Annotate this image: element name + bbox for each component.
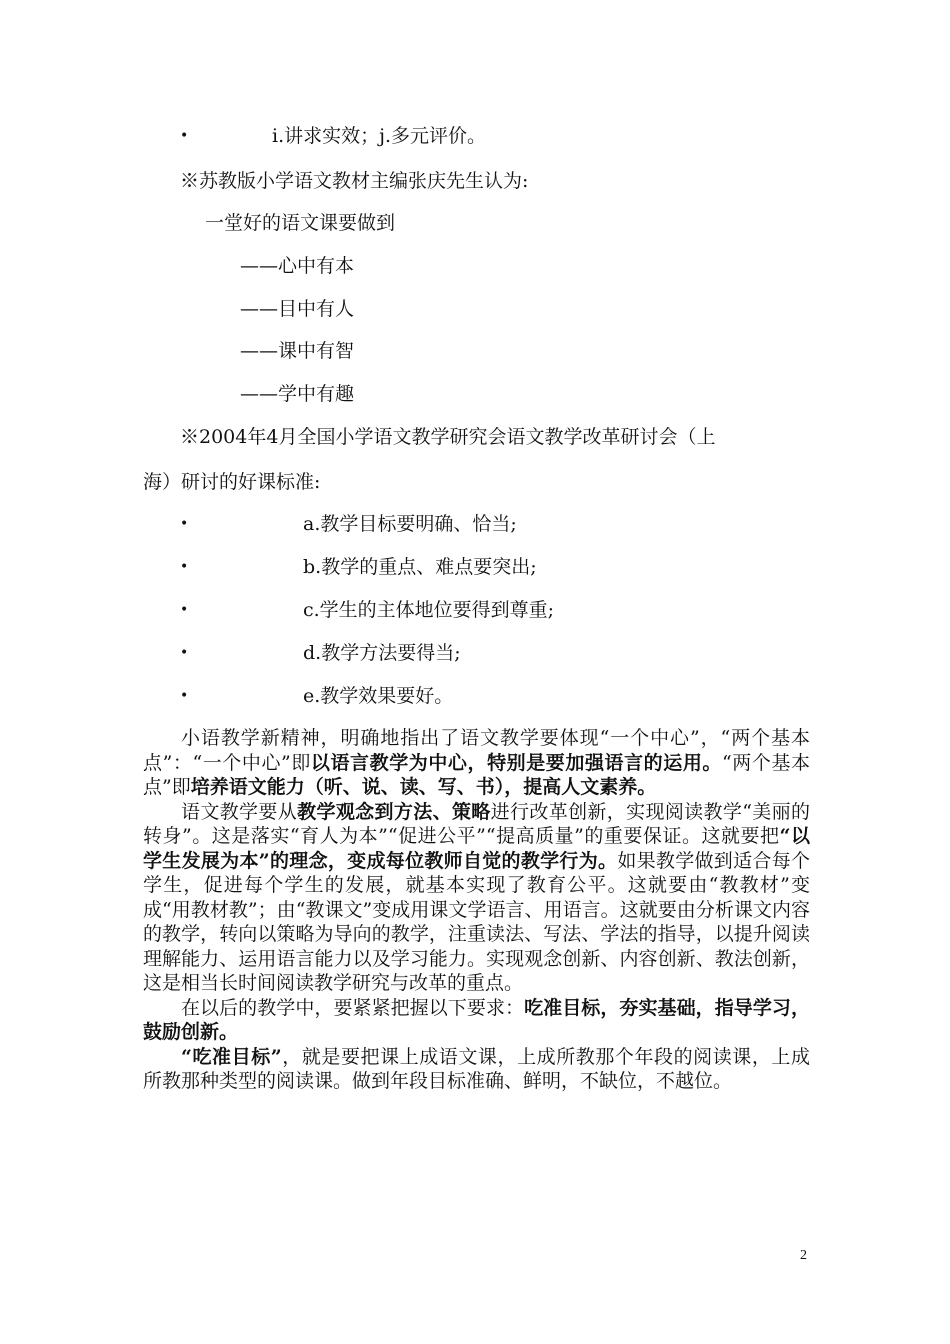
conference-heading: ※2004年4月全国小学语文教学研究会语文教学改革研讨会（上 (180, 426, 716, 448)
body-text (143, 726, 810, 1094)
zhang-point: ——课中有智 (240, 340, 355, 362)
zhang-point: ——目中有人 (240, 298, 355, 320)
bullet: • (180, 516, 189, 532)
bullet: • (180, 645, 189, 661)
paragraph-target: “吃准目标”，就是要把课上成语文课，上成所教那个年段的阅读课，上成所教那种类型的阅读课。做到年段目标准确、鲜明，不缺位，不越位。 (143, 1045, 810, 1092)
zhang-point: ——学中有趣 (240, 383, 355, 405)
paragraph-new-spirit: 小语教学新精神，明确地指出了语文教学要体现“一个中心”，“两个基本点”：“一个中心”即以语言教学为中心，特别是要加强语言的运用。“两个基本点”即培养语文能力（听、说、读、写、书），提高人文素养。 (143, 727, 810, 798)
bullet: • (180, 559, 189, 575)
paragraph-reform: 语文教学要从教学观念到方法、策略进行改革创新，实现阅读教学“美丽的转身”。这是落实“育人为本”“促进公平”“提高质量”的重要保证。这就要把“以学生发展为本”的理念，变成每位教师自觉的教学行为。如果教学做到适合每个学生，促进每个学生的发展，就基本实现了教育公平。这就要由“教教材”变成“用教材教”；由“教课文”变成用课文学语言、用语言。这就要由分析课文内容的教学，转向以策略为导向的教学，注重读法、写法、学法的指导，以提升阅读理解能力、运用语言能力以及学习能力。实现观念创新、内容创新、教法创新，这是相当长时间阅读教学研究与改革的重点。 (143, 800, 810, 994)
page-number: 2 (800, 1248, 807, 1263)
standard-item: b.教学的重点、难点要突出; (303, 556, 537, 578)
standard-item: d.教学方法要得当; (303, 642, 461, 664)
bullet: • (180, 128, 189, 144)
zhang-heading: ※苏教版小学语文教材主编张庆先生认为: (180, 170, 529, 192)
bullet: • (180, 688, 189, 704)
paragraph-requirements: 在以后的教学中，要紧紧把握以下要求：吃准目标，夯实基础，指导学习，鼓励创新。 (143, 996, 810, 1043)
list-item-ij: i.讲求实效；j.多元评价。 (272, 125, 487, 147)
bullet: • (180, 602, 189, 618)
conference-heading-cont: 海）研讨的好课标准: (143, 471, 321, 493)
standard-item: e.教学效果要好。 (303, 685, 454, 707)
standard-item: c.学生的主体地位要得到尊重; (303, 599, 555, 621)
zhang-intro: 一堂好的语文课要做到 (205, 212, 396, 234)
standard-item: a.教学目标要明确、恰当; (303, 513, 517, 535)
zhang-point: ——心中有本 (240, 255, 355, 277)
